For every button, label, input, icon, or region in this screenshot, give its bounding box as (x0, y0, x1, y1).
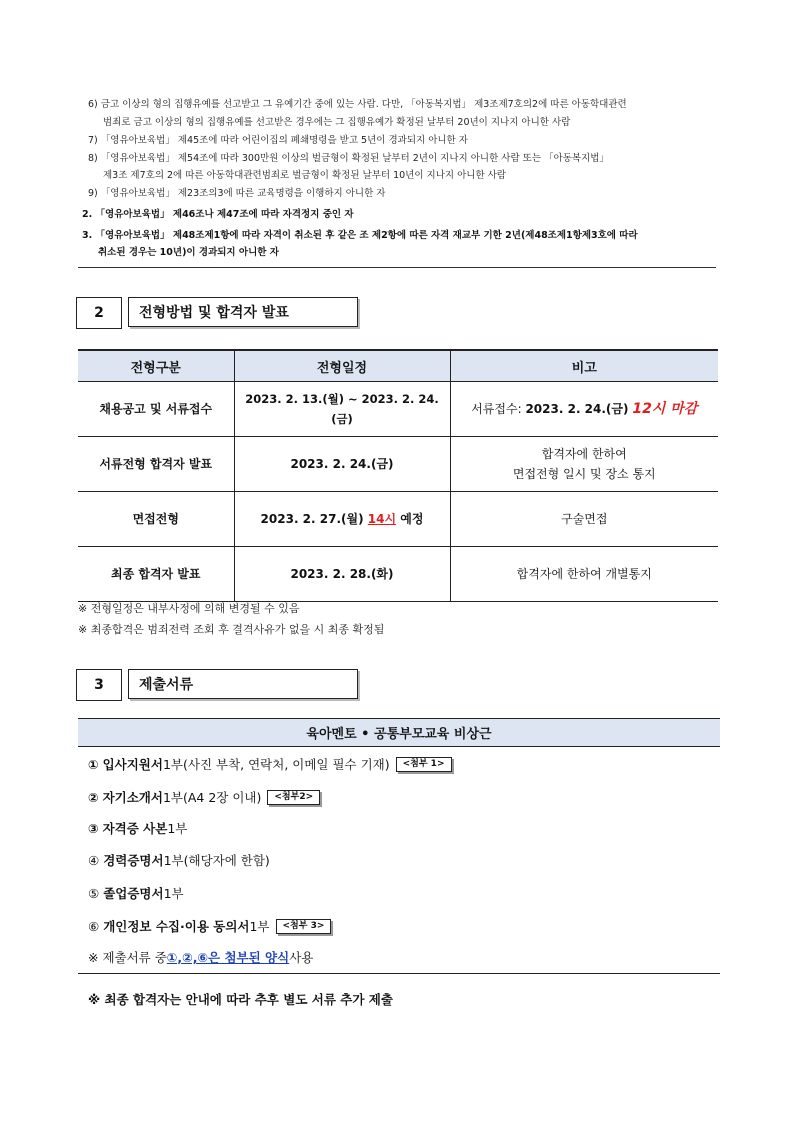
doc-num: ① (88, 756, 99, 772)
doc-name: 경력증명서 (103, 853, 164, 868)
header-stage: 전형구분 (78, 350, 234, 382)
date-cell: 2023. 2. 28.(화) (234, 547, 450, 602)
header-note: 비고 (450, 350, 718, 382)
table-header-row (78, 350, 718, 382)
doc-item (88, 851, 270, 869)
doc-desc: 1부 (167, 821, 188, 836)
interview-time: 14시 (367, 512, 397, 526)
docs-footnote (88, 948, 313, 966)
disqualification-box (78, 92, 716, 268)
doc-desc: 1부(A4 2장 이내) (162, 790, 262, 805)
doc-item (88, 755, 452, 773)
disq-line-9: 9) 「영유아보육법」 제23조의3에 따른 교육명령을 이행하지 아니한 자 (88, 188, 386, 199)
schedule-table (78, 349, 718, 602)
stage-cell: 채용공고 및 서류접수 (78, 382, 234, 437)
deadline-highlight: 12시 마감 (632, 401, 698, 417)
note-cell: 구술면접 (450, 492, 718, 547)
docs-header: 육아멘토 • 공통부모교육 비상근 (78, 718, 720, 747)
doc-name: 자격증 사본 (102, 821, 168, 836)
footnote-suffix: 사용 (289, 950, 314, 965)
date-cell: 2023. 2. 24.(금) (234, 437, 450, 492)
doc-num: ④ (88, 852, 100, 868)
stage-cell: 면접전형 (78, 492, 234, 547)
doc-name: 자기소개서 (102, 790, 163, 805)
docs-divider (78, 973, 720, 974)
date-prefix: 2023. 2. 27.(월) (260, 512, 368, 526)
doc-desc: 1부 (249, 919, 270, 934)
attachment-tag: <첨부2> (267, 790, 320, 805)
doc-desc: 1부(사진 부착, 연락처, 이메일 필수 기재) (162, 757, 390, 772)
schedule-note-2: ※ 최종합격은 범죄전력 조회 후 결격사유가 없을 시 최종 확정됨 (78, 623, 385, 636)
attachment-tag: <첨부 3> (276, 919, 332, 934)
disq-line-6a: 6) 금고 이상의 형의 집행유예를 선고받고 그 유예기간 중에 있는 사람. 다만, 「아동복지법」 제3조제7호의2에 따른 아동학대관련 (88, 99, 627, 110)
note-cell (450, 437, 718, 492)
doc-name: 졸업증명서 (103, 886, 164, 901)
disq-line-8a: 8) 「영유아보육법」 제54조에 따라 300만원 이상의 벌금형이 확정된 날부터 2년이 지나지 아니한 사람 또는 「아동복지법」 (88, 153, 609, 164)
stage-cell: 최종 합격자 발표 (78, 547, 234, 602)
doc-item (88, 819, 187, 837)
date-suffix: 예정 (396, 512, 424, 526)
note-cell (450, 382, 718, 437)
doc-num: ⑥ (88, 918, 100, 934)
table-row (78, 437, 718, 492)
doc-num: ② (88, 789, 99, 805)
doc-desc: 1부 (163, 886, 184, 901)
disq-item-2: 2. 「영유아보육법」 제46조나 제47조에 따라 자격정지 중인 자 (82, 209, 354, 220)
stage-cell: 서류전형 합격자 발표 (78, 437, 234, 492)
final-note: ※ 최종 합격자는 안내에 따라 추후 별도 서류 추가 제출 (88, 992, 393, 1007)
note-cell: 합격자에 한하여 개별통지 (450, 547, 718, 602)
attached-forms-note: ①,②,⑥은 첨부된 양식 (166, 950, 290, 965)
attachment-tag: <첨부 1> (396, 757, 452, 772)
doc-item (88, 788, 320, 806)
table-row (78, 547, 718, 602)
doc-desc: 1부(해당자에 한함) (163, 853, 270, 868)
doc-name: 입사지원서 (102, 757, 163, 772)
section-2-number: 2 (76, 297, 122, 329)
disq-line-6b: 범죄로 금고 이상의 형의 집행유예를 선고받은 경우에는 그 집행유예가 확정된 날부터 20년이 지나지 아니한 사람 (103, 117, 571, 128)
section-3-title: 제출서류 (128, 669, 358, 699)
header-date: 전형일정 (234, 350, 450, 382)
note-line: 면접전형 일시 및 장소 통지 (512, 467, 656, 481)
section-3-number: 3 (76, 669, 122, 701)
doc-num: ⑤ (88, 885, 100, 901)
schedule-note-1: ※ 전형일정은 내부사정에 의해 변경될 수 있음 (78, 602, 300, 615)
doc-item (88, 917, 331, 935)
doc-name: 개인정보 수집·이용 동의서 (103, 919, 250, 934)
date-cell: 2023. 2. 13.(월) ~ 2023. 2. 24.(금) (234, 382, 450, 437)
disq-item-3-line2: 취소된 경우는 10년)이 경과되지 아니한 자 (98, 247, 279, 258)
note-line: 합격자에 한하여 (541, 447, 627, 461)
disq-line-7: 7) 「영유아보육법」 제45조에 따라 어린이집의 폐쇄명령을 받고 5년이 경과되지 아니한 자 (88, 135, 468, 146)
date-cell (234, 492, 450, 547)
doc-item (88, 884, 184, 902)
note-date: 2023. 2. 24.(금) (525, 402, 629, 416)
disq-line-8b: 제3조 제7호의 2에 따른 아동학대관련범죄로 벌금형이 확정된 날부터 10년이 지나지 아니한 사람 (103, 170, 506, 181)
doc-num: ③ (88, 820, 99, 836)
table-row (78, 492, 718, 547)
footnote-prefix: ※ 제출서류 중 (88, 950, 167, 965)
table-row (78, 382, 718, 437)
section-2-title: 전형방법 및 합격자 발표 (128, 297, 358, 327)
disq-item-3-line1: 3. 「영유아보육법」 제48조제1항에 따라 자격이 취소된 후 같은 조 제2항에 따른 자격 재교부 기한 2년(제48조제1항제3호에 따라 (82, 230, 638, 241)
note-prefix: 서류접수: (471, 402, 526, 416)
